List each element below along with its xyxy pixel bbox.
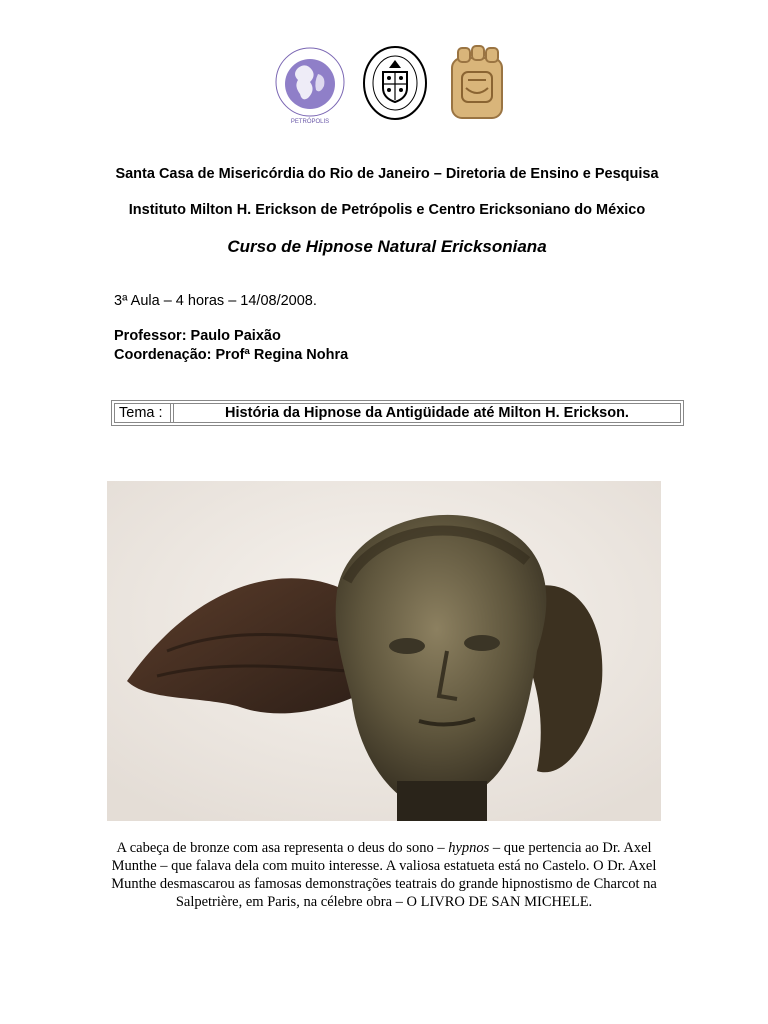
theme-value: História da Hipnose da Antigüidade até Milton H. Erickson. (173, 404, 680, 422)
logo-row (0, 40, 768, 130)
santa-casa-seal (362, 44, 428, 122)
instituto-milton-erickson-logo (272, 44, 348, 126)
professor-line: Professor: Paulo Paixão (114, 328, 281, 344)
theme-table (111, 400, 684, 426)
theme-label: Tema : (115, 404, 171, 422)
institution-heading-1: Santa Casa de Misericórdia do Rio de Janeiro – Diretoria de Ensino e Pesquisa (115, 166, 659, 182)
caption-text-end: – que pertencia ao Dr. Axel Munthe – que falava dela com muito interesse. A valiosa estatueta está no Castelo. O Dr. Axel Munthe desmascarou as famosas demonstrações teatrais do grande hipnostismo de Charcot na Salpetrière, em Paris, na célebre obra – O LIVRO DE SAN MICHELE. (111, 840, 657, 910)
lesson-info: 3ª Aula – 4 horas – 14/08/2008. (114, 293, 317, 309)
photo-caption (104, 839, 664, 911)
coordination-line: Coordenação: Profª Regina Nohra (114, 347, 349, 363)
hypnos-bronze-head-photo (107, 481, 661, 821)
centro-ericksoniano-glyph (448, 44, 506, 122)
caption-text-start: A cabeça de bronze com asa representa o deus do sono – (116, 840, 449, 856)
caption-hypnos: hypnos (448, 840, 490, 856)
svg-text:PETRÓPOLIS: PETRÓPOLIS (290, 119, 330, 125)
course-title: Curso de Hipnose Natural Ericksoniana (227, 237, 547, 256)
institution-heading-2: Instituto Milton H. Erickson de Petrópolis e Centro Ericksoniano do México (128, 202, 646, 218)
